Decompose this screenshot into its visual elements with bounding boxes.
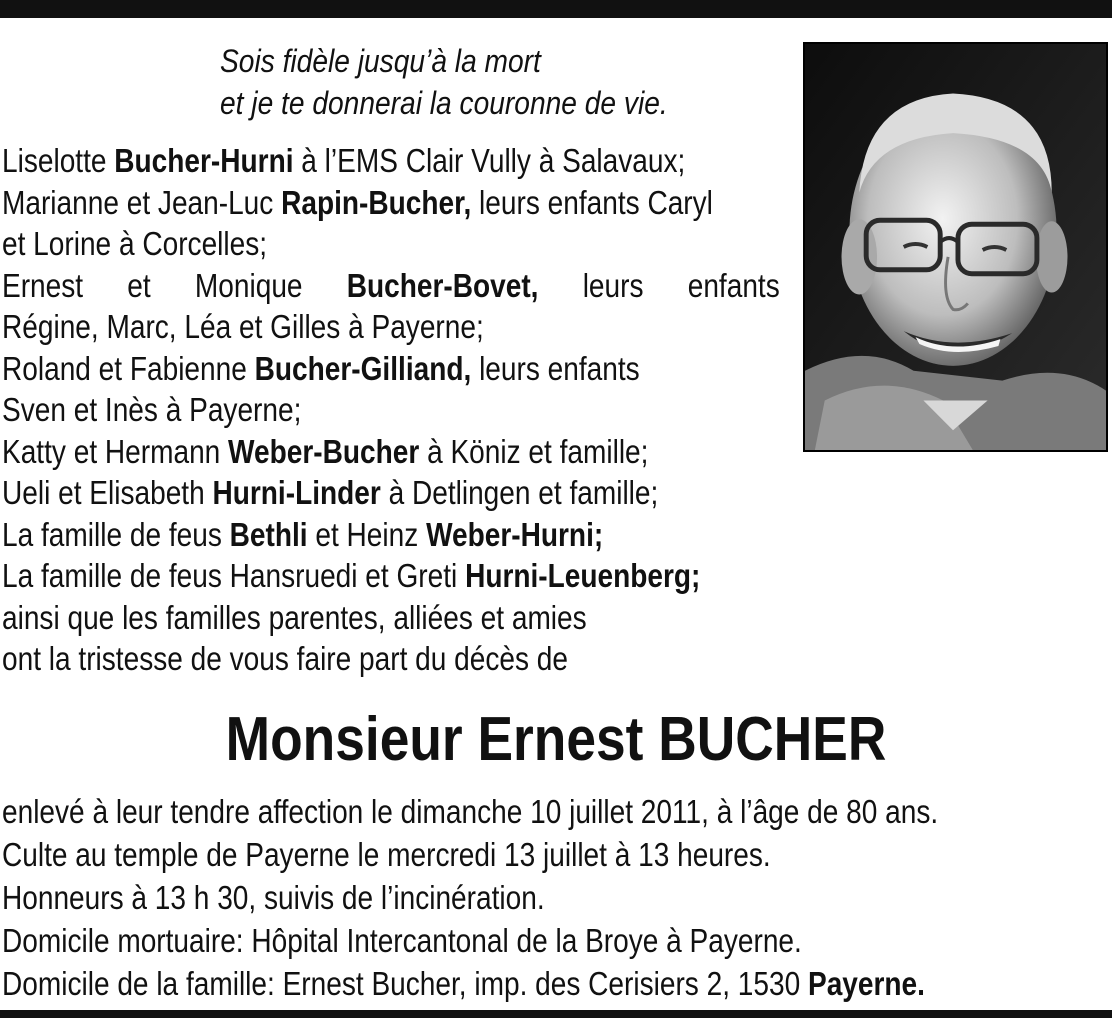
family-surname: Bethli: [229, 515, 308, 553]
family-line: [2, 389, 780, 431]
family-text: leurs enfants Caryl: [471, 183, 713, 221]
family-line: [2, 182, 780, 224]
family-text: La famille de feus: [2, 515, 230, 553]
family-line: [2, 348, 780, 390]
family-surname: Weber-Bucher: [228, 432, 420, 470]
details-line: Culte au temple de Payerne le mercredi 13 juillet à 13 heures.: [2, 836, 771, 873]
family-line: [2, 223, 780, 265]
family-line: [2, 306, 780, 348]
family-text: ainsi que les familles parentes, alliées et amies: [2, 598, 587, 636]
family-text: à Detlingen et famille;: [380, 474, 659, 511]
top-rule: [0, 0, 1112, 18]
family-line: [2, 265, 780, 307]
family-text: et Lorine à Corcelles;: [2, 225, 268, 262]
family-list: [2, 140, 780, 680]
family-surname: Hurni-Linder: [212, 474, 381, 511]
family-surname: Weber-Hurni;: [426, 515, 604, 553]
domicile-city: Payerne.: [807, 965, 925, 1002]
family-text: leurs enfants: [471, 349, 640, 387]
family-line: [2, 597, 780, 639]
family-surname: Hurni-Leuenberg;: [465, 557, 701, 594]
details-line: Honneurs à 13 h 30, suivis de l’incinération.: [2, 879, 545, 916]
details-line: Domicile mortuaire: Hôpital Intercantonal de la Broye à Payerne.: [2, 922, 802, 959]
domicile-text: Domicile de la famille: Ernest Bucher, imp. des Cerisiers 2, 1530: [2, 965, 808, 1002]
family-text: Sven et Inès à Payerne;: [2, 391, 302, 428]
bible-verse: [220, 40, 668, 124]
family-line: [2, 472, 780, 514]
family-text: Régine, Marc, Léa et Gilles à Payerne;: [2, 308, 484, 345]
family-surname: Rapin-Bucher,: [281, 183, 472, 221]
deceased-name: Monsieur Ernest BUCHER: [225, 705, 887, 774]
family-text: à l’EMS Clair Vully à Salavaux;: [293, 142, 686, 179]
bottom-rule: [0, 1010, 1112, 1018]
portrait-photo: [803, 42, 1108, 452]
family-surname: Bucher-Gilliand,: [254, 349, 472, 387]
verse-line-1: Sois fidèle jusqu’à la mort: [220, 43, 541, 79]
family-line: [2, 638, 780, 680]
family-text: Roland et Fabienne: [2, 349, 255, 387]
details-line: enlevé à leur tendre affection le dimanche 10 juillet 2011, à l’âge de 80 ans.: [2, 793, 939, 830]
family-surname: Bucher-Hurni: [114, 142, 294, 179]
family-text: à Köniz et famille;: [419, 432, 649, 470]
family-text: Ernest: [2, 266, 84, 304]
portrait-image: [805, 44, 1106, 450]
family-text: ont la tristesse de vous faire part du décès de: [2, 640, 569, 677]
family-line: [2, 431, 780, 473]
family-surname: Bucher-Bovet,: [346, 266, 539, 304]
family-text: et: [127, 266, 151, 304]
family-line: [2, 555, 780, 597]
family-text: Ueli et Elisabeth: [2, 474, 213, 511]
family-text: leurs: [582, 266, 644, 304]
family-text: enfants: [687, 266, 780, 304]
family-line: [2, 514, 780, 556]
family-line: [2, 140, 780, 182]
family-text: La famille de feus Hansruedi et Greti: [2, 557, 466, 594]
family-text: et Heinz: [307, 515, 427, 553]
family-text: Katty et Hermann: [2, 432, 229, 470]
family-text: Marianne et Jean-Luc: [2, 183, 282, 221]
family-domicile: [2, 962, 938, 1005]
family-text: Monique: [194, 266, 303, 304]
service-details: [2, 790, 938, 1005]
family-text: Liselotte: [2, 142, 115, 179]
verse-line-2: et je te donnerai la couronne de vie.: [220, 85, 668, 121]
